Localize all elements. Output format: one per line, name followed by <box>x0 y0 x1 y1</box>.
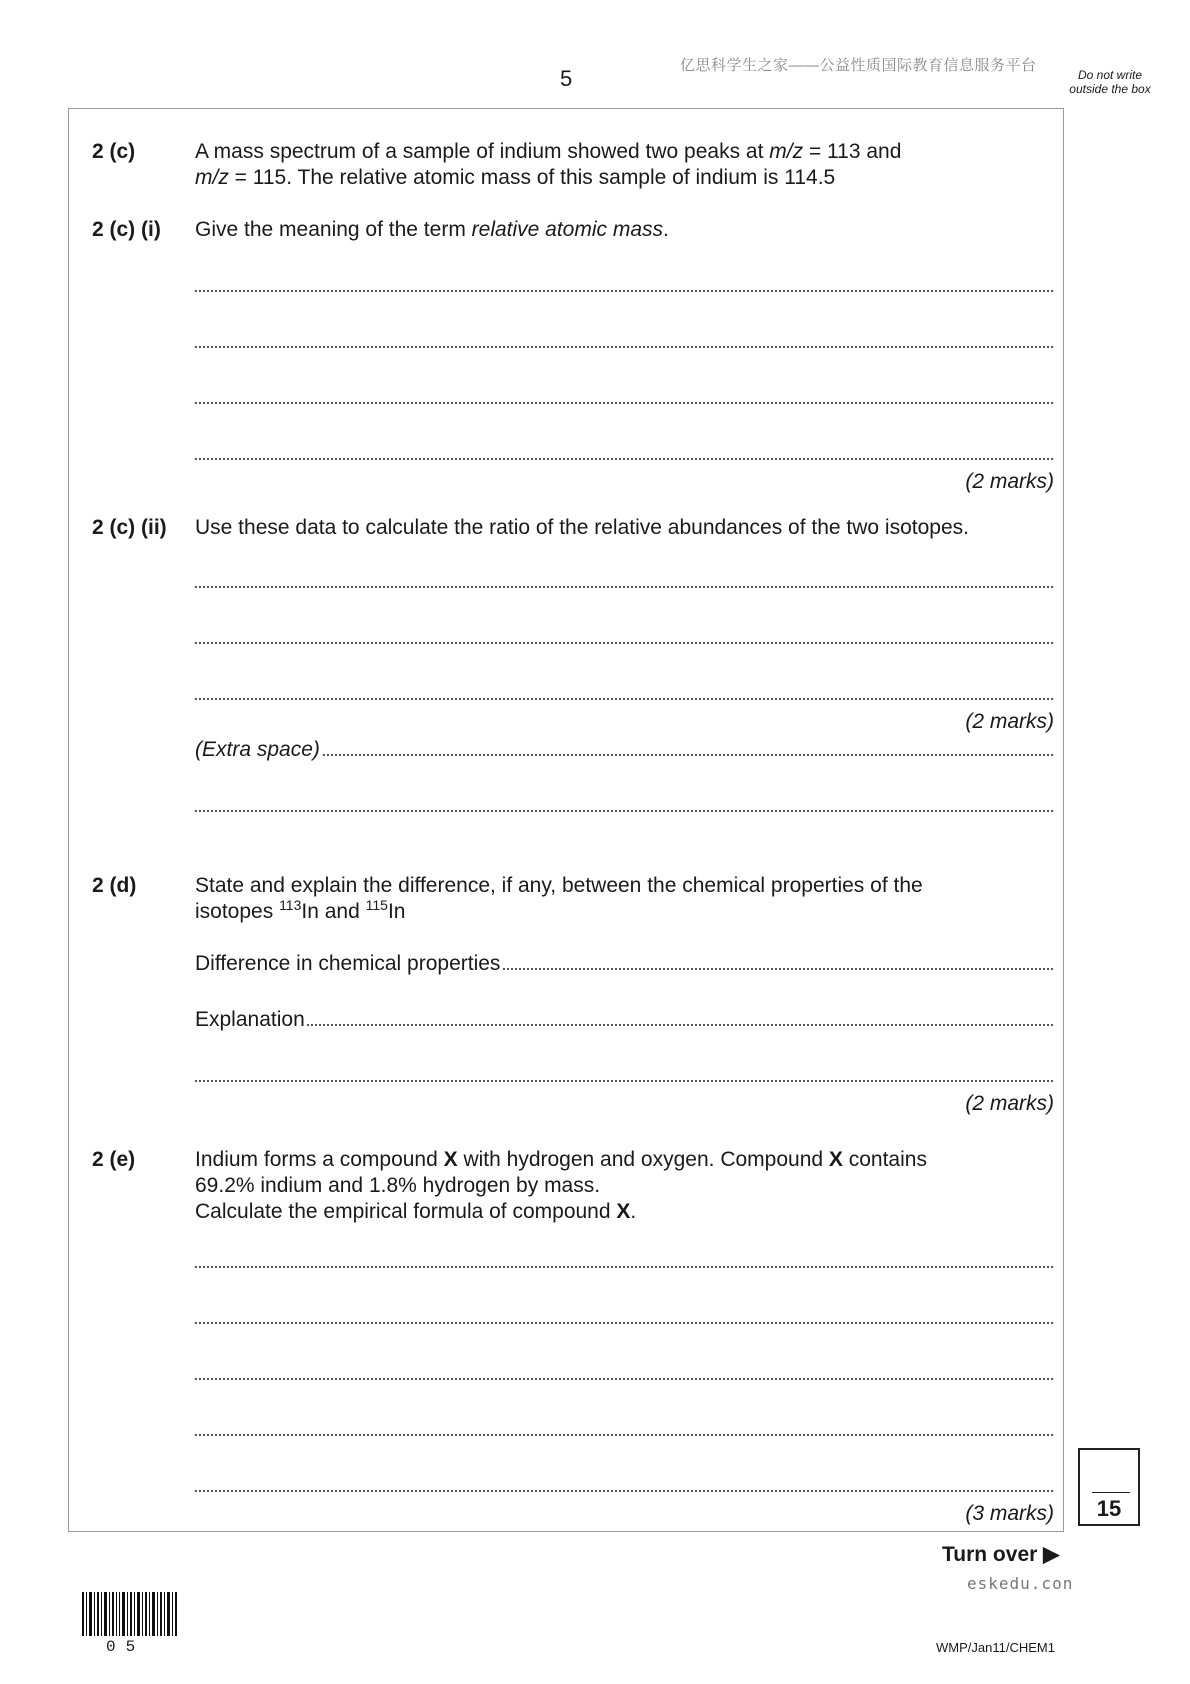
question-number-2d: 2 (d) <box>92 874 137 897</box>
answer-line[interactable] <box>195 698 1053 700</box>
marks-2ci: (2 marks) <box>965 470 1054 493</box>
answer-line-extra[interactable] <box>195 810 1053 812</box>
marks-2e: (3 marks) <box>965 1502 1054 1525</box>
page-number: 5 <box>560 66 573 91</box>
watermark-text: 亿思科学生之家——公益性质国际教育信息服务平台 <box>680 57 1037 74</box>
answer-line[interactable] <box>195 586 1053 588</box>
answer-line[interactable] <box>195 1434 1053 1436</box>
question-number-2ci: 2 (c) (i) <box>92 218 161 241</box>
question-2ci-text: Give the meaning of the term relative atomic mass. <box>195 218 669 241</box>
answer-line[interactable] <box>195 1490 1053 1492</box>
answer-line[interactable] <box>195 642 1053 644</box>
extra-space-label: (Extra space) <box>195 738 320 761</box>
barcode-icon <box>82 1592 178 1636</box>
answer-line[interactable] <box>195 1080 1053 1082</box>
answer-line[interactable] <box>195 458 1053 460</box>
score-divider <box>1092 1492 1130 1493</box>
question-2cii-text: Use these data to calculate the ratio of the relative abundances of the two isotopes. <box>195 516 969 539</box>
page-total-value: 15 <box>1096 1496 1122 1521</box>
question-2e-text: Indium forms a compound X with hydrogen and oxygen. Compound X contains 69.2% indium and 1.8% hydrogen by mass. Calculate the empirical formula of compound X. <box>195 1148 927 1223</box>
isotope-mass-115: 115 <box>365 897 388 913</box>
answer-line[interactable] <box>195 402 1053 404</box>
question-number-2e: 2 (e) <box>92 1148 136 1171</box>
question-2c-text: A mass spectrum of a sample of indium showed two peaks at m/z = 113 and m/z = 115. The relative atomic mass of this sample of indium is 114.5 <box>195 140 902 189</box>
page-total-box <box>1078 1448 1140 1526</box>
question-number-2cii: 2 (c) (ii) <box>92 516 167 539</box>
answer-frame <box>68 108 1064 1532</box>
answer-line[interactable] <box>195 1266 1053 1268</box>
answer-line[interactable] <box>195 1322 1053 1324</box>
isotope-mass-113: 113 <box>279 897 302 913</box>
barcode-number: 05 <box>106 1638 146 1656</box>
answer-line-extra[interactable] <box>195 754 1053 756</box>
answer-line[interactable] <box>195 290 1053 292</box>
answer-line[interactable] <box>195 1378 1053 1380</box>
margin-note: Do not write outside the box <box>1069 68 1151 96</box>
marks-2cii: (2 marks) <box>965 710 1054 733</box>
answer-line-explanation[interactable] <box>195 1024 1053 1026</box>
turn-over-label: Turn over ▶ <box>942 1543 1060 1566</box>
paper-code: WMP/Jan11/CHEM1 <box>936 1640 1055 1655</box>
answer-line[interactable] <box>195 346 1053 348</box>
difference-label: Difference in chemical properties <box>195 952 501 975</box>
explanation-label: Explanation <box>195 1008 305 1031</box>
site-watermark: eskedu.con <box>967 1574 1074 1593</box>
question-2d-text: State and explain the difference, if any, between the chemical properties of the isotopes $^{113}$In and $^{115}$In <box>195 874 923 923</box>
question-number-2c: 2 (c) <box>92 140 136 163</box>
marks-2d: (2 marks) <box>965 1092 1054 1115</box>
